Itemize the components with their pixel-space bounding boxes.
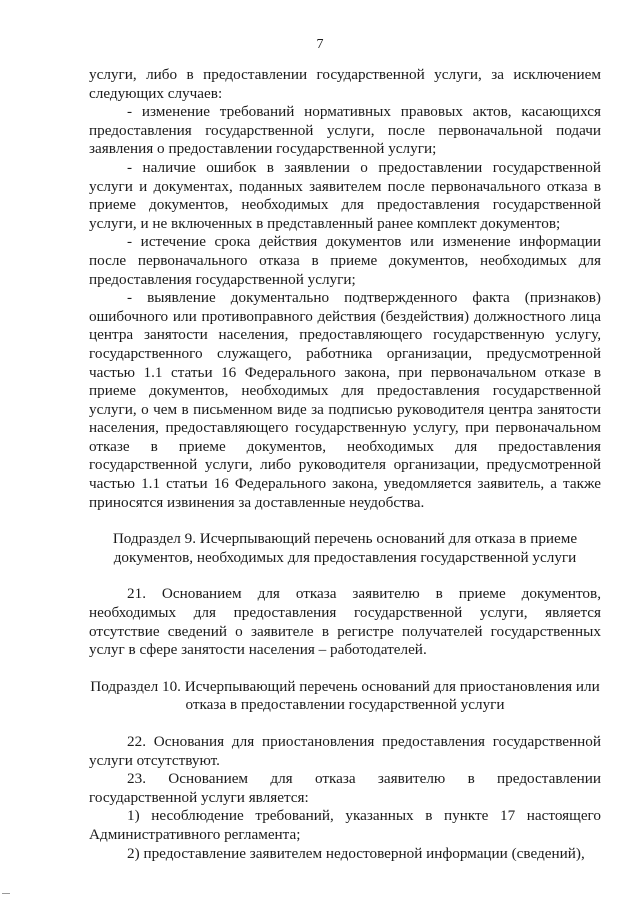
scan-corner-mark [2,893,10,894]
paragraph-23-item-1: 1) несоблюдение требований, указанных в пункте 17 настоящего Административного регламента; [89,807,601,843]
page-number: 7 [316,37,324,52]
paragraph-22: 22. Основания для приостановления предоставления государственной услуги отсутствуют. [89,733,601,769]
paragraph-23-item-2: 2) предоставление заявителем недостоверной информации (сведений), [127,844,585,862]
subsection-9-heading: Подраздел 9. Исчерпывающий перечень оснований для отказа в приеме документов, необходимых для предоставления государственной услуги [112,530,578,566]
document-body [89,66,601,863]
paragraph-23: 23. Основанием для отказа заявителю в предоставлении государственной услуги является: [89,770,601,806]
bullet-item-erroneous-action: - выявление документально подтвержденного факта (признаков) ошибочного или противоправного действия (бездействия) должностного лица центра занятости населения, предоставляющего государственную услугу, государственного служащего, работника организации, предусмотренной частью 1.1 статьи 16 Федерального закона, при первоначальном отказе в приеме документов, необходимых для предоставления государственной услуги, о чем в письменном виде за подписью руководителя центра занятости населения, предоставляющего государственную услугу, при первоначальном отказе в приеме документов, необходимых для предоставления государственной услуги, либо руководителя организации, предусмотренной частью 1.1 статьи 16 Федерального закона, уведомляется заявитель, а также приносятся извинения за доставленные неудобства. [89,289,601,511]
paragraph-continuation: услуги, либо в предоставлении государственной услуги, за исключением следующих случаев: [89,66,601,102]
paragraph-21: 21. Основанием для отказа заявителю в приеме документов, необходимых для предоставления государственной услуги, является отсутствие сведений о заявителе в регистре получателей государственных услуг в сфере занятости населения – работодателей. [89,585,601,659]
subsection-10-heading: Подраздел 10. Исчерпывающий перечень оснований для приостановления или отказа в предоставлении государственной услуги [90,677,600,714]
bullet-item-errors-in-application: - наличие ошибок в заявлении о предоставлении государственной услуги и документах, поданных заявителем после первоначального отказа в приеме документов, необходимых для предоставления государственной услуги, и не включенных в представленный ранее комплект документов; [89,158,601,232]
bullet-item-regulation-change: - изменение требований нормативных правовых актов, касающихся предоставления государственной услуги, после первоначальной подачи заявления о предоставлении государственной услуги; [89,103,601,158]
bullet-item-document-expiry: - истечение срока действия документов или изменение информации после первоначального отказа в приеме документов, необходимых для предоставления государственной услуги; [89,233,601,288]
